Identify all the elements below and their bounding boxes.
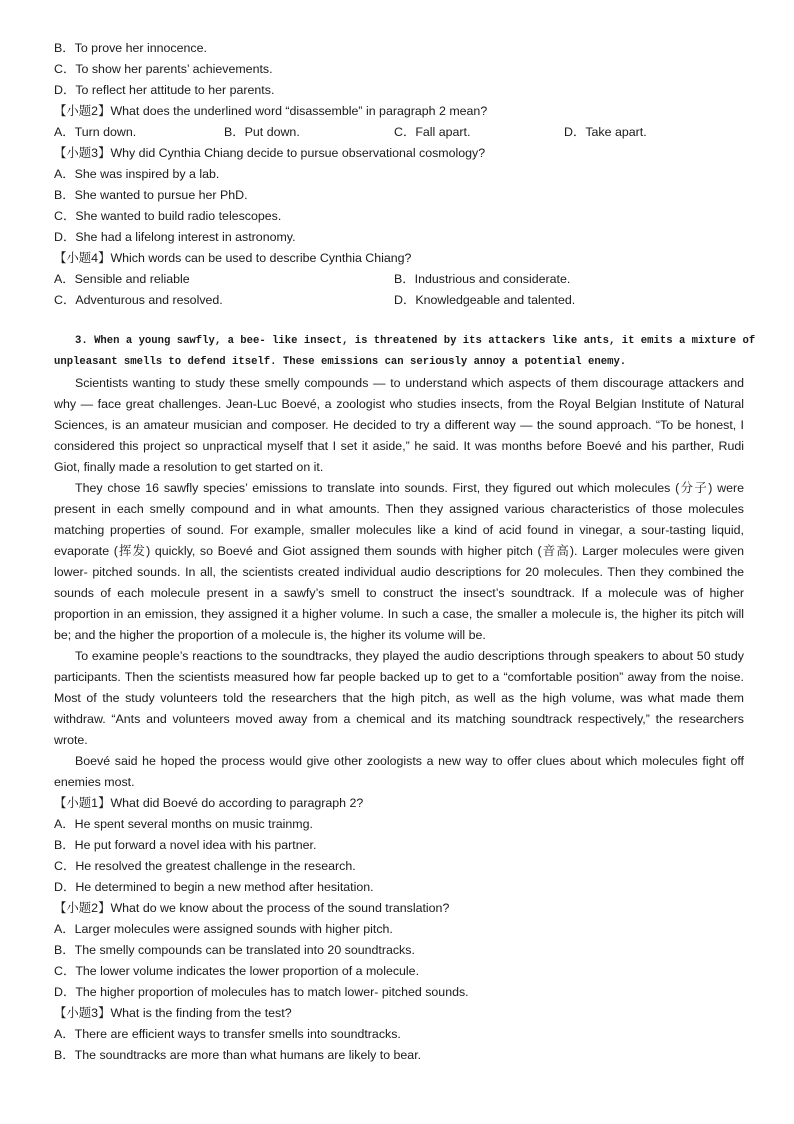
- p3q2-option-a: A．Larger molecules were assigned sounds with higher pitch.: [54, 922, 393, 936]
- p3q3-option-b: B．The soundtracks are more than what humans are likely to bear.: [54, 1048, 422, 1062]
- q3-option-c: C．She wanted to build radio telescopes.: [54, 209, 282, 223]
- p3q2-option-c: C．The lower volume indicates the lower proportion of a molecule.: [54, 964, 420, 978]
- q2-option-d: D．Take apart.: [564, 125, 647, 139]
- q3-stem: 【小题3】Why did Cynthia Chiang decide to pursue observational cosmology?: [54, 146, 486, 160]
- p3q2-stem: 【小题2】What do we know about the process of the sound translation?: [54, 901, 450, 915]
- q3-option-b: B．She wanted to pursue her PhD.: [54, 188, 248, 202]
- q2-option-c: C．Fall apart.: [394, 125, 471, 139]
- passage3-intro-line2: unpleasant smells to defend itself. These emissions can seriously annoy a potential enemy.: [54, 356, 627, 368]
- q1-option-c: C．To show her parents’ achievements.: [54, 62, 273, 76]
- p3q2-option-d: D．The higher proportion of molecules has to match lower- pitched sounds.: [54, 985, 469, 999]
- q3-option-a: A．She was inspired by a lab.: [54, 167, 220, 181]
- q2-option-a: A．Turn down.: [54, 125, 137, 139]
- p3q1-option-c: C．He resolved the greatest challenge in the research.: [54, 859, 356, 873]
- q4-option-c: C．Adventurous and resolved.: [54, 293, 223, 307]
- q4-option-d: D．Knowledgeable and talented.: [394, 293, 576, 307]
- passage3-paragraph-1: Scientists wanting to study these smelly compounds — to understand which aspects of them discourage attackers and why — face great challenges. Jean-Luc Boevé, a zoologist who studies insects, from the Royal Belgian Institute of Natural Sciences, is an amateur musician and composer. He decided to try a different way — the sound approach. “To be honest, I considered this project so unpractical myself that I set it aside,” he said. It was months before Boevé and his parther, Rudi Giot, finally made a resolution to get started on it.: [54, 376, 744, 474]
- p3q3-stem: 【小题3】What is the finding from the test?: [54, 1006, 292, 1020]
- p3q1-option-b: B．He put forward a novel idea with his partner.: [54, 838, 317, 852]
- q4-option-a: A．Sensible and reliable: [54, 272, 190, 286]
- p3q1-option-a: A．He spent several months on music trainmg.: [54, 817, 313, 831]
- q4-options-row2: [54, 290, 744, 311]
- passage3-paragraph-3: To examine people’s reactions to the soundtracks, they played the audio descriptions through speakers to about 50 study participants. Then the scientists measured how far people backed up to get to a “comfortable position” away from the noise. Most of the study volunteers told the researchers that the high pitch, as well as the high volume, was what made them withdraw. “Ants and volunteers moved away from a chemical and its matching soundtrack respectively,” the researchers wrote.: [54, 649, 744, 747]
- q4-option-b: B．Industrious and considerate.: [394, 272, 571, 286]
- p3q3-option-a: A．There are efficient ways to transfer smells into soundtracks.: [54, 1027, 401, 1041]
- document-page: [54, 38, 756, 1066]
- passage3-paragraph-4: Boevé said he hoped the process would give other zoologists a new way to offer clues about which molecules fight off enemies most.: [54, 754, 744, 789]
- passage3-paragraph-2: They chose 16 sawfly species’ emissions to translate into sounds. First, they figured out which molecules (分子) were present in each smelly compound and in what amounts. Then they assigned various characteristics of those molecules matching properties of sound. For example, smaller molecules like a kind of acid found in vinegar, a sour-tasting liquid, evaporate (挥发) quickly, so Boevé and Giot assigned them sounds with higher pitch (音高). Larger molecules were given lower- pitched sounds. In all, the scientists created individual audio descriptions for 20 molecules. Then they combined the sounds of each molecule present in a sawfy’s smell to construct the insect’s soundtrack. If a molecule was of higher proportion in an emission, they assigned it a higher volume. In such a case, the smaller a molecule is, the higher its pitch will be; and the higher the proportion of a molecule is, the higher its volume will be.: [54, 481, 744, 642]
- q4-stem: 【小题4】Which words can be used to describe Cynthia Chiang?: [54, 251, 412, 265]
- q1-option-b: B．To prove her innocence.: [54, 41, 207, 55]
- q2-stem: 【小题2】What does the underlined word “disassemble” in paragraph 2 mean?: [54, 104, 488, 118]
- passage3-intro: [54, 331, 756, 373]
- p3q1-option-d: D．He determined to begin a new method after hesitation.: [54, 880, 374, 894]
- p3q2-option-b: B．The smelly compounds can be translated into 20 soundtracks.: [54, 943, 415, 957]
- q2-option-b: B．Put down.: [224, 125, 300, 139]
- q4-options-row1: [54, 269, 744, 290]
- passage3-intro-line1: 3. When a young sawfly, a bee- like insect, is threatened by its attackers like ants, it emits a mixture of: [75, 335, 756, 347]
- q2-options: [54, 122, 744, 143]
- q3-option-d: D．She had a lifelong interest in astronomy.: [54, 230, 296, 244]
- q1-option-d: D．To reflect her attitude to her parents.: [54, 83, 275, 97]
- p3q1-stem: 【小题1】What did Boevé do according to paragraph 2?: [54, 796, 364, 810]
